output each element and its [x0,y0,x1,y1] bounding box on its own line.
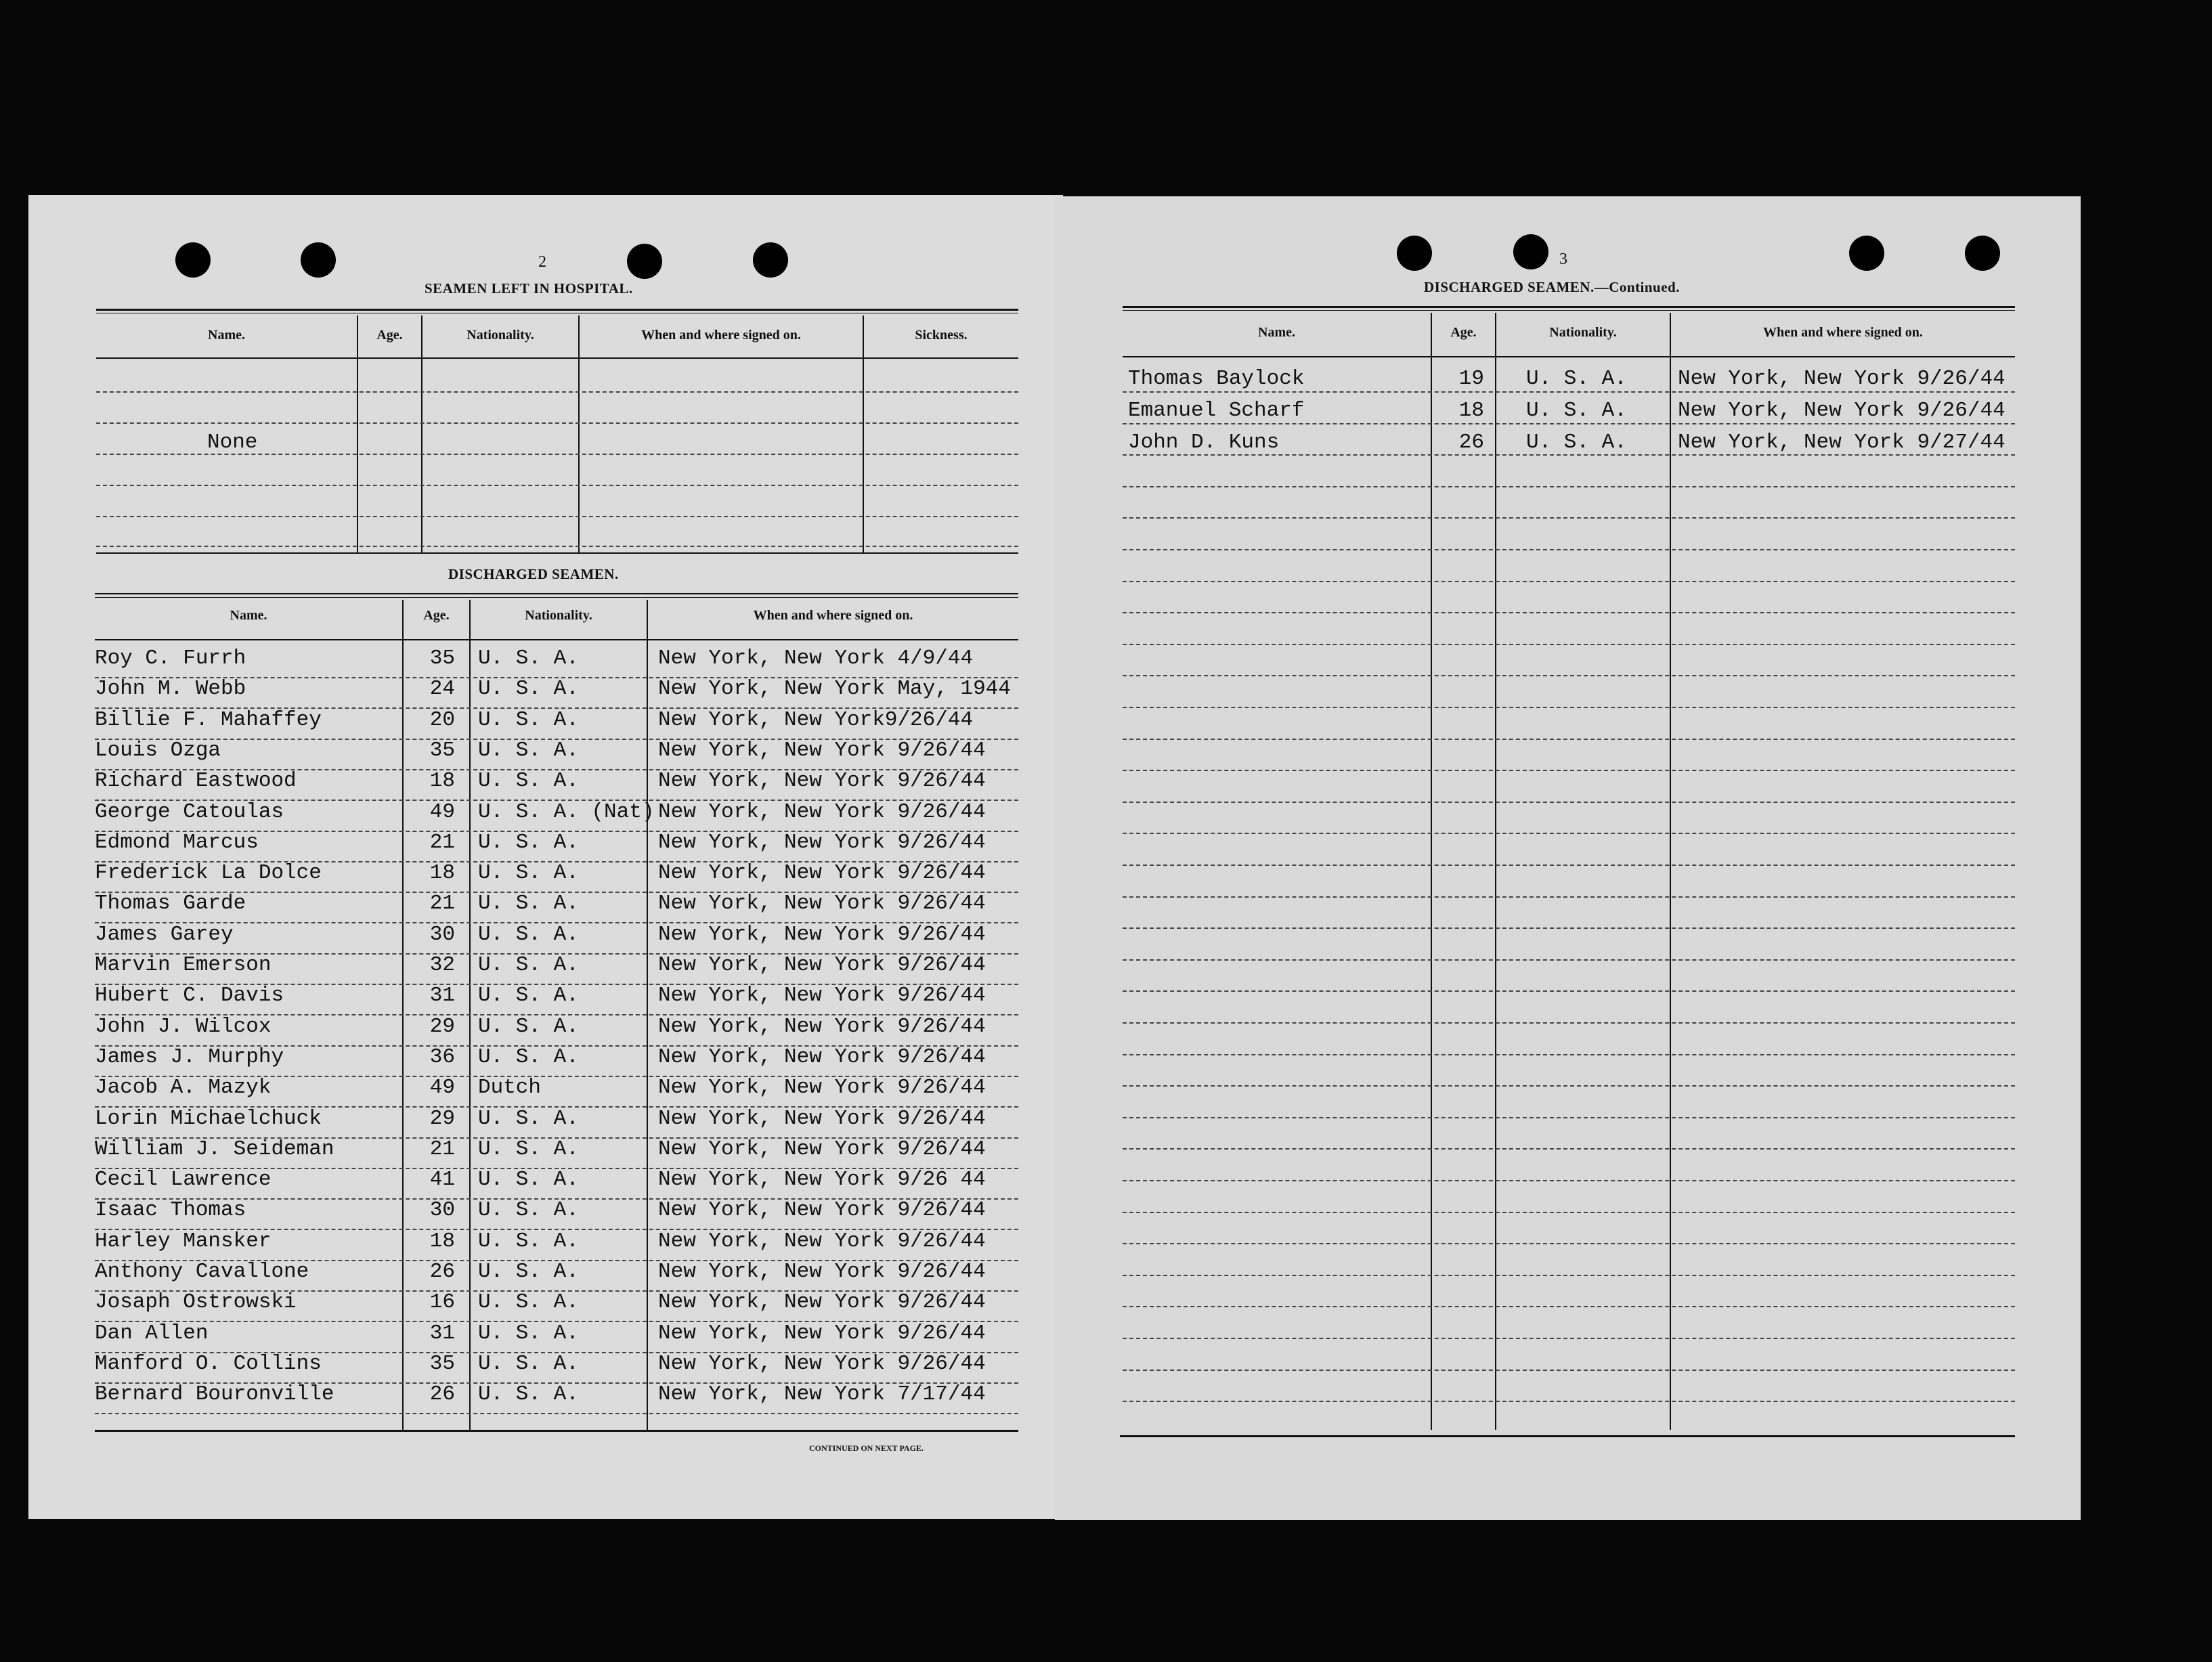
seaman-age: 26 [1458,431,1484,454]
seaman-signed-on: New York, New York 9/26/44 [658,1260,986,1284]
seaman-age: 35 [429,738,455,762]
column-header-nationality: Nationality. [525,608,592,623]
rule [1123,310,2015,311]
dotted-rule [95,984,1018,985]
seaman-signed-on: New York, New York 9/26/44 [658,953,986,977]
column-header-age: Age. [1450,325,1477,340]
dotted-rule [96,485,1018,486]
dotted-rule [1123,770,2015,771]
seaman-age: 29 [429,1014,455,1038]
column-header-sickness: Sickness. [915,328,968,343]
dotted-rule [95,861,1018,862]
seaman-name: Thomas Baylock [1128,367,1305,391]
seaman-nationality: U. S. A. [478,707,579,732]
seaman-age: 41 [429,1168,455,1192]
punch-hole [1849,236,1884,271]
dotted-rule [1123,581,2015,582]
seaman-nationality: U. S. A. [478,1168,579,1192]
dotted-rule [96,422,1018,424]
seaman-signed-on: New York, New York 9/27/44 [1678,431,2005,454]
seaman-signed-on: New York, New York 9/26/44 [658,1076,986,1100]
left-page [28,195,1063,1519]
dotted-rule [96,516,1018,517]
column-header-nationality: Nationality. [467,328,534,343]
seaman-nationality: U. S. A. [478,892,579,916]
seaman-signed-on: New York, New York 9/26/44 [658,984,986,1008]
seaman-signed-on: New York, New York 9/26/44 [658,892,986,916]
seaman-signed-on: New York, New York 9/26/44 [658,922,986,946]
dotted-rule [95,739,1018,740]
seaman-age: 18 [1458,399,1484,422]
dotted-rule [95,1045,1018,1047]
dotted-rule [1123,517,2015,519]
dotted-rule [1123,1117,2015,1118]
seaman-age: 26 [429,1382,455,1407]
seaman-signed-on: New York, New York 9/26/44 [658,769,986,793]
seaman-signed-on: New York, New York 4/9/44 [658,647,974,670]
dotted-rule [1123,865,2015,866]
seaman-name: Hubert C. Davis [95,984,284,1008]
seaman-nationality: U. S. A. [1526,399,1627,422]
seaman-signed-on: New York, New York 9/26/44 [658,1106,986,1131]
seaman-nationality: U. S. A. [478,1290,579,1315]
section-title-discharged-continued: DISCHARGED SEAMEN.—Continued. [1424,279,1680,295]
seaman-signed-on: New York, New York 9/26/44 [658,1198,986,1223]
seaman-name: Bernard Bouronville [95,1382,334,1407]
dotted-rule [1123,1306,2015,1307]
seaman-signed-on: New York, New York 9/26/44 [658,738,986,762]
punch-hole [1965,236,2000,271]
dotted-rule [1123,454,2015,456]
dotted-rule [95,677,1018,678]
seaman-name: James J. Murphy [95,1045,284,1069]
seaman-age: 35 [429,647,455,670]
column-divider [1431,313,1432,1430]
punch-hole [1513,234,1548,269]
rule [95,639,1018,640]
column-header-signed-on: When and where signed on. [641,328,801,343]
seaman-age: 16 [429,1290,455,1315]
seaman-signed-on: New York, New York9/26/44 [658,707,974,732]
dotted-rule [95,769,1018,770]
column-header-name: Name. [208,328,245,343]
seaman-age: 21 [429,892,455,916]
seaman-age: 20 [429,707,455,732]
dotted-rule [1123,391,2015,393]
seaman-age: 18 [429,1229,455,1253]
seaman-signed-on: New York, New York 9/26/44 [658,1229,986,1253]
dotted-rule [1123,1401,2015,1402]
column-header-age: Age. [423,608,450,623]
punch-hole [175,242,211,278]
seaman-name: Richard Eastwood [95,769,297,793]
dotted-rule [1123,486,2015,487]
seaman-signed-on: New York, New York 7/17/44 [658,1382,986,1407]
seaman-nationality: U. S. A. [478,1198,579,1223]
seaman-nationality: U. S. A. [478,861,579,885]
seaman-name: Anthony Cavallone [95,1260,309,1284]
dotted-rule [95,1260,1018,1261]
seaman-age: 31 [429,984,455,1008]
seaman-nationality: Dutch [478,1076,542,1100]
rule [1123,356,2015,357]
dotted-rule [1123,959,2015,961]
seaman-nationality: U. S. A. [1526,367,1627,391]
seaman-nationality: U. S. A. [478,1260,579,1284]
seaman-name: John D. Kuns [1128,431,1280,454]
seaman-signed-on: New York, New York 9/26/44 [1678,399,2005,422]
seaman-name: Lorin Michaelchuck [95,1106,322,1131]
column-header-signed-on: When and where signed on. [1763,325,1923,340]
dotted-rule [1123,833,2015,834]
dotted-rule [95,953,1018,955]
dotted-rule [95,831,1018,832]
dotted-rule [1123,990,2015,992]
dotted-rule [95,1137,1018,1139]
seaman-signed-on: New York, New York May, 1944 [658,677,1011,701]
seaman-signed-on: New York, New York 9/26/44 [658,1351,986,1376]
dotted-rule [1123,675,2015,676]
seaman-age: 31 [429,1321,455,1345]
seaman-signed-on: New York, New York 9/26/44 [1678,367,2005,391]
column-header-name: Name. [1258,325,1295,340]
seaman-age: 49 [429,800,455,824]
dotted-rule [95,1076,1018,1077]
seaman-nationality: U. S. A. [478,1351,579,1376]
seaman-signed-on: New York, New York 9/26/44 [658,1045,986,1069]
section-title-hospital: SEAMEN LEFT IN HOSPITAL. [425,280,633,297]
seaman-age: 21 [429,1137,455,1161]
seaman-name: James Garey [95,922,234,946]
page-number: 3 [1559,250,1567,268]
seaman-nationality: U. S. A. [478,1137,579,1161]
seaman-name: Frederick La Dolce [95,861,322,885]
rule [1120,1435,2015,1437]
dotted-rule [1123,1338,2015,1339]
dotted-rule [1123,1370,2015,1371]
dotted-rule [95,1413,1018,1414]
seaman-age: 49 [429,1076,455,1100]
seaman-name: Manford O. Collins [95,1351,322,1376]
dotted-rule [95,1382,1018,1384]
seaman-name: Marvin Emerson [95,953,272,977]
seaman-age: 18 [429,769,455,793]
seaman-name: Josaph Ostrowski [95,1290,297,1315]
dotted-rule [1123,1180,2015,1181]
seaman-name: Emanuel Scharf [1128,399,1305,422]
punch-hole [627,244,662,279]
seaman-age: 36 [429,1045,455,1069]
seaman-nationality: U. S. A. [1526,431,1627,454]
dotted-rule [95,1168,1018,1169]
seaman-name: Edmond Marcus [95,830,259,854]
rule [95,597,1018,598]
seaman-nationality: U. S. A. [478,677,579,701]
dotted-rule [1123,644,2015,645]
seaman-age: 24 [429,677,455,701]
punch-hole [753,242,788,278]
seaman-signed-on: New York, New York 9/26/44 [658,861,986,885]
punch-hole [301,242,336,278]
dotted-rule [96,546,1018,547]
column-divider [1670,313,1671,1430]
column-header-name: Name. [230,608,267,623]
seaman-age: 19 [1458,367,1484,391]
seaman-age: 30 [429,1198,455,1223]
dotted-rule [95,892,1018,893]
seaman-nationality: U. S. A. [478,769,579,793]
seaman-nationality: U. S. A. [478,922,579,946]
seaman-age: 18 [429,861,455,885]
dotted-rule [95,1229,1018,1230]
dotted-rule [1123,707,2015,708]
hospital-entry: None [207,431,258,454]
dotted-rule [1123,896,2015,898]
seaman-age: 35 [429,1351,455,1376]
seaman-name: George Catoulas [95,800,284,824]
page-number: 2 [538,253,546,271]
seaman-age: 32 [429,953,455,977]
seaman-nationality: U. S. A. [478,1106,579,1131]
seaman-nationality: U. S. A. [478,1045,579,1069]
seaman-name: Cecil Lawrence [95,1168,272,1192]
seaman-name: Thomas Garde [95,892,246,916]
seaman-nationality: U. S. A. [478,830,579,854]
dotted-rule [1123,1054,2015,1055]
dotted-rule [95,800,1018,801]
seaman-age: 26 [429,1260,455,1284]
seaman-nationality: U. S. A. [478,647,579,670]
rule [96,552,1018,554]
seaman-name: Billie F. Mahaffey [95,707,322,732]
seaman-signed-on: New York, New York 9/26/44 [658,1014,986,1038]
seaman-nationality: U. S. A. [478,1321,579,1345]
seaman-name: Harley Mansker [95,1229,272,1253]
dotted-rule [1123,802,2015,803]
seaman-name: William J. Seideman [95,1137,334,1161]
dotted-rule [1123,1085,2015,1087]
dotted-rule [1123,1243,2015,1244]
seaman-name: Louis Ozga [95,738,221,762]
dotted-rule [1123,1022,2015,1024]
seaman-nationality: U. S. A. [478,738,579,762]
seaman-nationality: U. S. A. [478,1014,579,1038]
rule [95,593,1018,594]
seaman-signed-on: New York, New York 9/26/44 [658,830,986,854]
seaman-nationality: U. S. A. [478,1382,579,1407]
seaman-name: Roy C. Furrh [95,647,246,670]
column-header-age: Age. [376,328,403,343]
seaman-nationality: U. S. A. [478,1229,579,1253]
punch-hole [1397,236,1432,271]
seaman-age: 21 [429,830,455,854]
rule [96,357,1018,359]
dotted-rule [1123,423,2015,424]
dotted-rule [95,707,1018,709]
dotted-rule [95,1106,1018,1108]
dotted-rule [1123,1212,2015,1213]
seaman-name: Isaac Thomas [95,1198,246,1223]
dotted-rule [1123,549,2015,550]
seaman-age: 29 [429,1106,455,1131]
column-divider [1495,313,1496,1430]
continued-note: CONTINUED ON NEXT PAGE. [809,1443,924,1453]
dotted-rule [1123,739,2015,740]
dotted-rule [1123,1148,2015,1150]
seaman-signed-on: New York, New York 9/26/44 [658,1137,986,1161]
seaman-nationality: U. S. A. [478,984,579,1008]
dotted-rule [96,391,1018,393]
dotted-rule [1123,927,2015,929]
seaman-signed-on: New York, New York 9/26/44 [658,1290,986,1315]
dotted-rule [95,1321,1018,1322]
column-header-signed-on: When and where signed on. [753,608,913,623]
right-page [1055,196,2081,1520]
seaman-name: Jacob A. Mazyk [95,1076,272,1100]
seaman-signed-on: New York, New York 9/26/44 [658,800,986,824]
seaman-name: John J. Wilcox [95,1014,272,1038]
dotted-rule [95,922,1018,923]
rule [96,309,1018,311]
seaman-age: 30 [429,922,455,946]
dotted-rule [1123,1275,2015,1276]
dotted-rule [95,1290,1018,1292]
section-title-discharged: DISCHARGED SEAMEN. [448,566,619,582]
dotted-rule [95,1198,1018,1200]
rule [95,1430,1018,1432]
dotted-rule [95,1014,1018,1015]
dotted-rule [1123,612,2015,613]
seaman-name: John M. Webb [95,677,246,701]
dotted-rule [95,1352,1018,1353]
column-header-nationality: Nationality. [1549,325,1617,340]
seaman-signed-on: New York, New York 9/26/44 [658,1321,986,1345]
seaman-name: Dan Allen [95,1321,209,1345]
seaman-nationality: U. S. A. [478,953,579,977]
seaman-signed-on: New York, New York 9/26 44 [658,1168,986,1192]
rule [1123,306,2015,308]
seaman-nationality: U. S. A. (Nat) [478,800,655,824]
